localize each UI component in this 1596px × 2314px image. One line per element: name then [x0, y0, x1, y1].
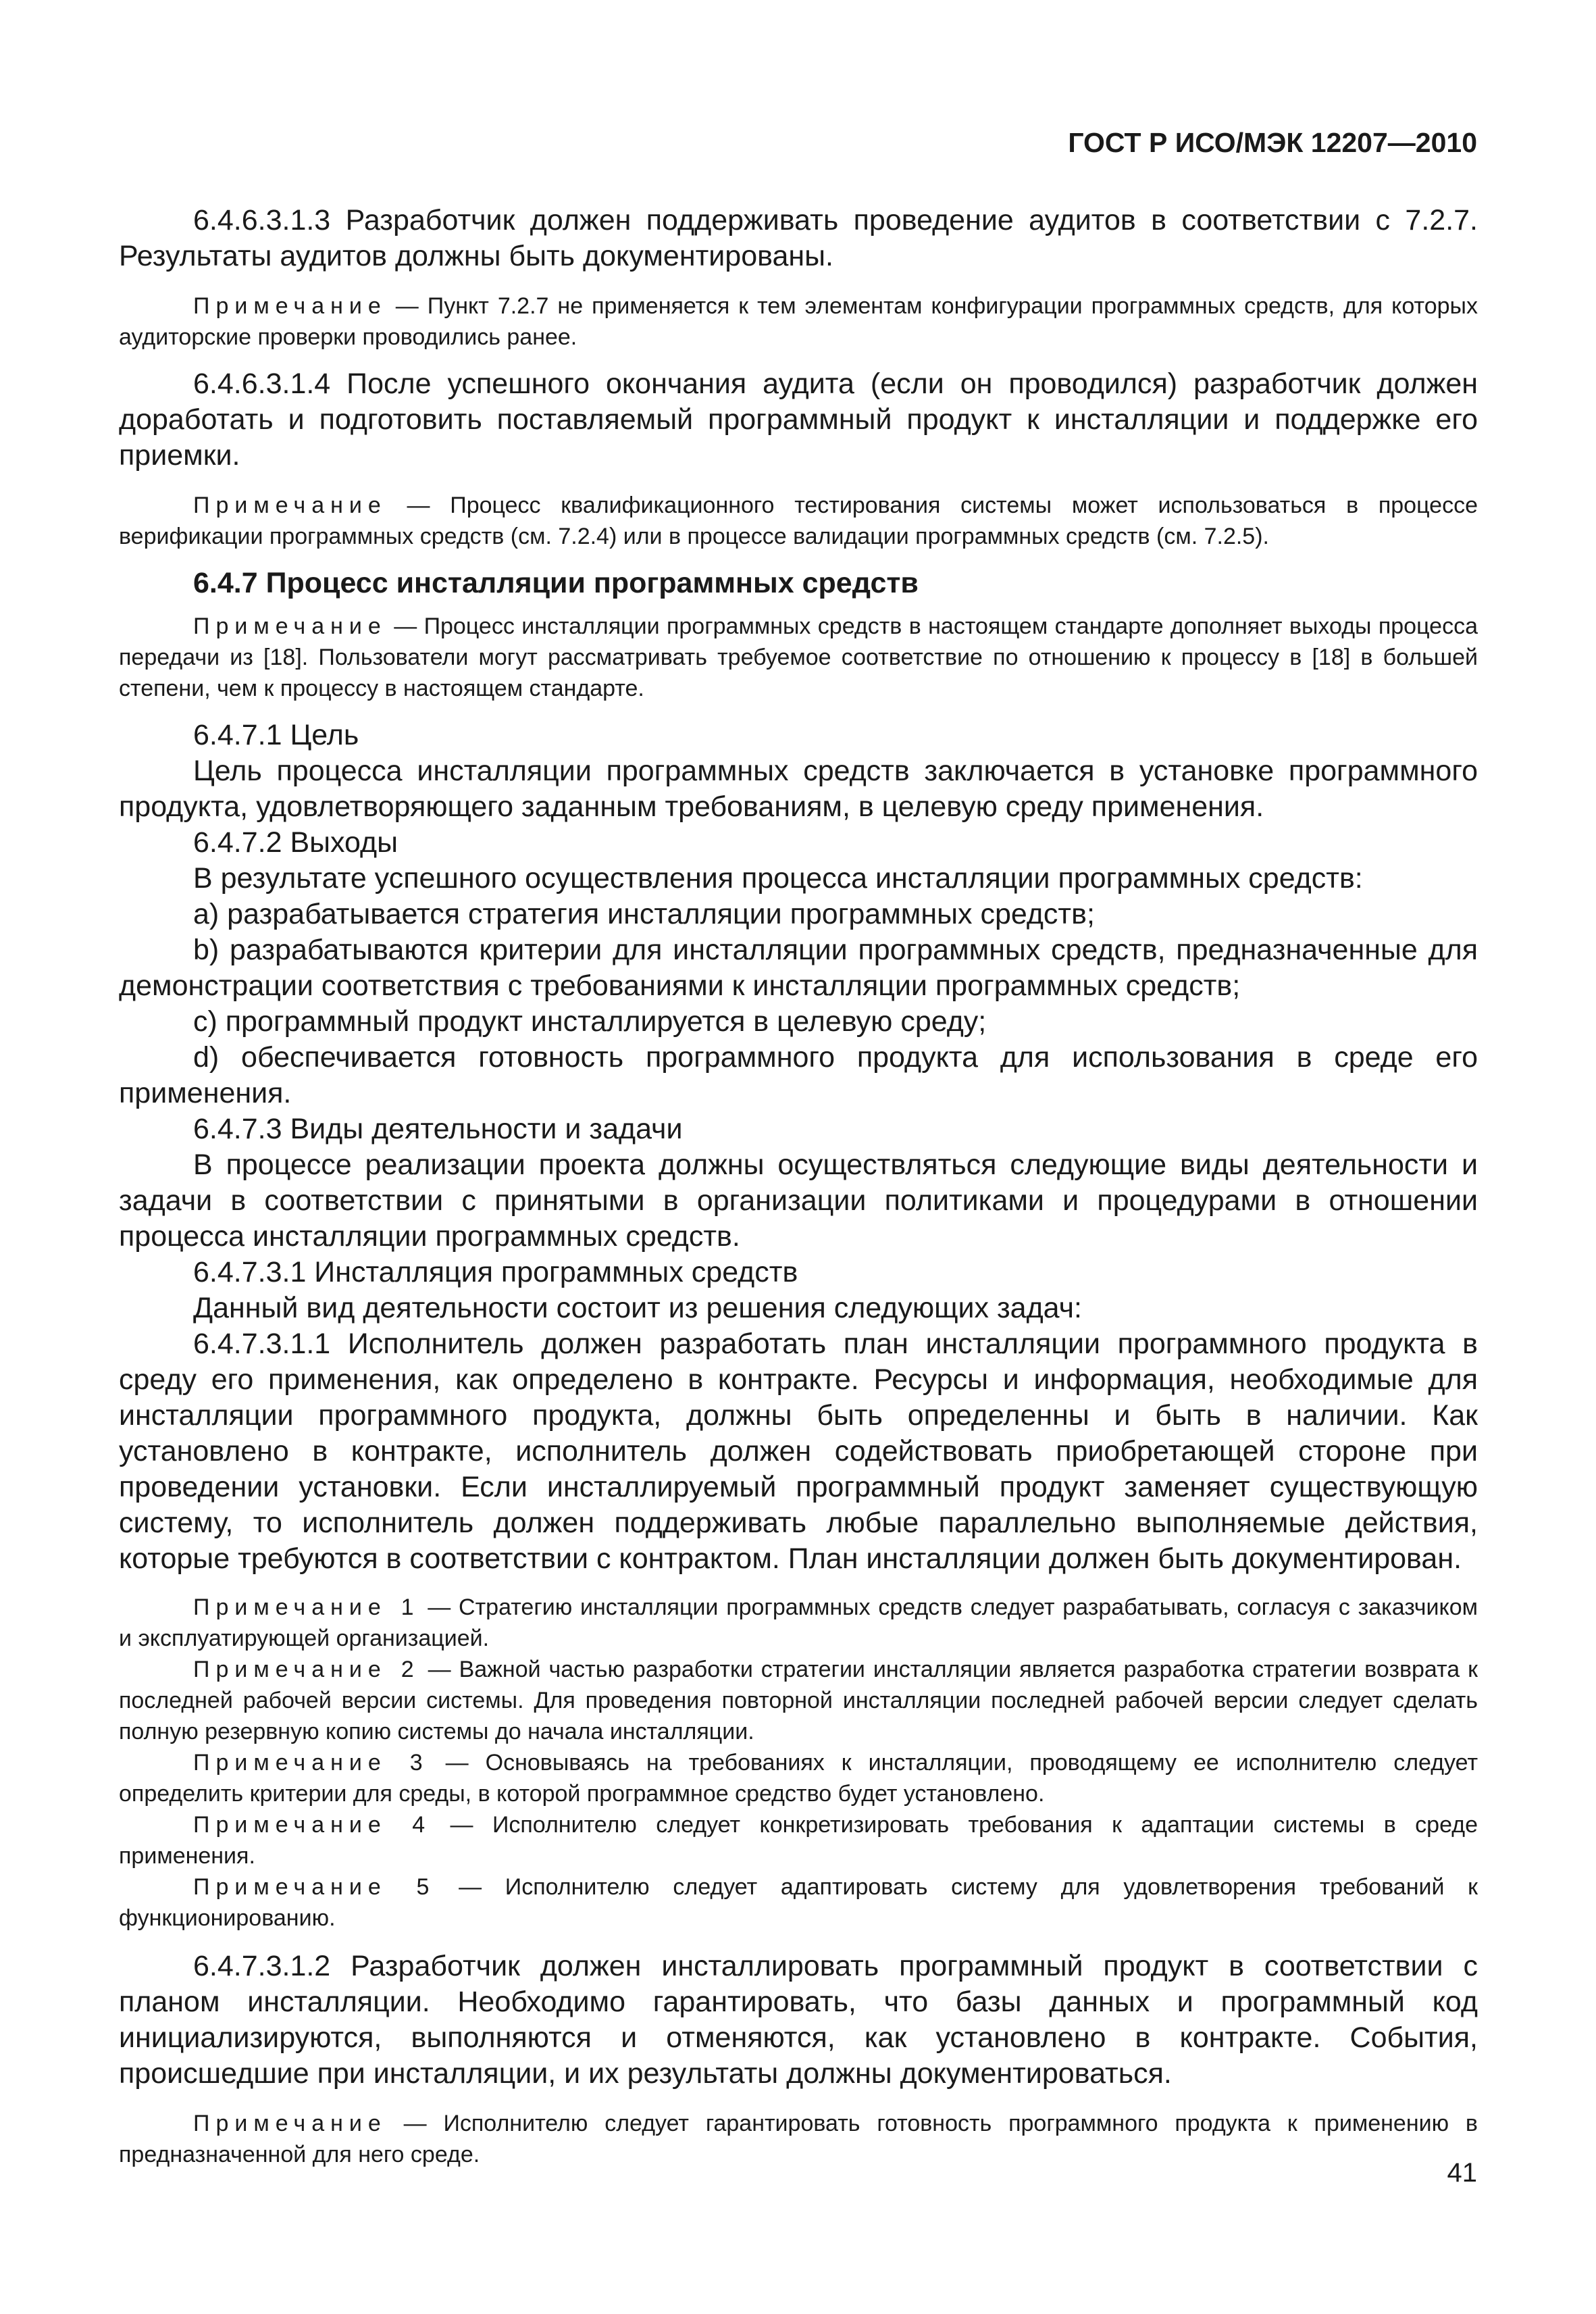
note-4 [119, 1809, 1478, 1871]
paragraph: Цель процесса инсталляции программных средств заключается в установке программного продукта, удовлетворяющего заданным требованиям, в целевую среду применения. [119, 755, 1478, 823]
paragraph: Данный вид деятельности состоит из решения следующих задач: [193, 1292, 1082, 1324]
note-label: Примечание [193, 493, 387, 518]
section-heading-6-4-7: 6.4.7 Процесс инсталляции программных средств [193, 567, 919, 599]
list-item-a: a) разрабатывается стратегия инсталляции программных средств; [193, 898, 1095, 930]
standard-header: ГОСТ Р ИСО/МЭК 12207—2010 [1068, 127, 1477, 158]
note-text: — Процесс квалификационного тестирования системы может использоваться в процессе верификации программных средств (см. 7.2.4) или в процессе валидации программных средств (см. 7.2.5). [119, 493, 1478, 549]
note-text: — Важной частью разработки стратегии инсталляции является разработка стратегии возврата к последней рабочей версии системы. Для проведения повторной инсталляции последней рабочей версии следует сделать полную резервную копию системы до начала инсталляции. [119, 1657, 1478, 1744]
note-5 [119, 1871, 1478, 1934]
paragraph: В результате успешного осуществления процесса инсталляции программных средств: [193, 862, 1363, 895]
subsection-title-6-4-7-3-1: 6.4.7.3.1 Инсталляция программных средств [193, 1256, 798, 1288]
note-label: Примечание [193, 293, 387, 319]
note-text: — Исполнителю следует адаптировать систему для удовлетворения требований к функционированию. [119, 1874, 1478, 1931]
note-text: — Основываясь на требованиях к инсталляции, проводящему ее исполнителю следует определить критерии для среды, в которой программное средство будет установлено. [119, 1750, 1478, 1807]
paragraph-6-4-6-3-1-3: 6.4.6.3.1.3 Разработчик должен поддерживать проведение аудитов в соответствии с 7.2.7. Результаты аудитов должны быть документированы. [119, 204, 1478, 272]
page-body [119, 203, 1478, 2170]
note-text: — Исполнителю следует конкретизировать требования к адаптации системы в среде применения. [119, 1812, 1478, 1869]
note-label: Примечание 3 [193, 1750, 429, 1776]
note [119, 2108, 1478, 2170]
subsection-title-6-4-7-1: 6.4.7.1 Цель [193, 719, 359, 751]
note [119, 291, 1478, 353]
page-number: 41 [1447, 2158, 1477, 2188]
note-3 [119, 1747, 1478, 1809]
note-label: Примечание [193, 613, 387, 639]
paragraph: В процессе реализации проекта должны осуществляться следующие виды деятельности и задачи в соответствии с принятыми в организации политиками и процедурами в отношении процесса инсталляции программных средств. [119, 1149, 1478, 1253]
list-item-b: b) разрабатываются критерии для инсталляции программных средств, предназначенные для демонстрации соответствия с требованиями к инсталляции программных средств; [119, 934, 1478, 1002]
note-label: Примечание 1 [193, 1594, 420, 1620]
note-text: — Стратегию инсталляции программных средств следует разрабатывать, согласуя с заказчиком и эксплуатирующей организацией. [119, 1594, 1478, 1651]
note [119, 611, 1478, 704]
list-item-d: d) обеспечивается готовность программного продукта для использования в среде его применения. [119, 1041, 1478, 1109]
note-label: Примечание 2 [193, 1657, 420, 1682]
note-label: Примечание [193, 2111, 387, 2136]
subsection-title-6-4-7-2: 6.4.7.2 Выходы [193, 826, 398, 859]
list-item-c: c) программный продукт инсталлируется в целевую среду; [193, 1005, 987, 1038]
subsection-title-6-4-7-3: 6.4.7.3 Виды деятельности и задачи [193, 1113, 683, 1145]
paragraph-6-4-7-3-1-1: 6.4.7.3.1.1 Исполнитель должен разработать план инсталляции программного продукта в среду его применения, как определено в контракте. Ресурсы и информация, необходимые для инсталляции программного продукта, должны быть определенны и быть в наличии. Как установлено в контракте, исполнитель должен содействовать приобретающей стороне при проведении установки. Если инсталлируемый программный продукт заменяет существующую систему, то исполнитель должен поддерживать любые параллельно выполняемые действия, которые требуются в соответствии с контрактом. План инсталляции должен быть документирован. [119, 1328, 1478, 1575]
notes-group [119, 1592, 1478, 1934]
note-2 [119, 1654, 1478, 1747]
paragraph-6-4-6-3-1-4: 6.4.6.3.1.4 После успешного окончания аудита (если он проводился) разработчик должен доработать и подготовить поставляемый программный продукт к инсталляции и поддержке его приемки. [119, 368, 1478, 472]
note-1 [119, 1592, 1478, 1654]
note-label: Примечание 5 [193, 1874, 436, 1900]
note-text: — Процесс инсталляции программных средств в настоящем стандарте дополняет выходы процесса передачи из [18]. Пользователи могут рассматривать требуемое соответствие по отношению к процессу в [18] в большей степени, чем к процессу в настоящем стандарте. [119, 613, 1478, 701]
note-text: — Пункт 7.2.7 не применяется к тем элементам конфигурации программных средств, для которых аудиторские проверки проводились ранее. [119, 293, 1478, 350]
note-label: Примечание 4 [193, 1812, 432, 1838]
note-text: — Исполнителю следует гарантировать готовность программного продукта к применению в предназначенной для него среде. [119, 2111, 1478, 2167]
paragraph-6-4-7-3-1-2: 6.4.7.3.1.2 Разработчик должен инсталлировать программный продукт в соответствии с планом инсталляции. Необходимо гарантировать, что базы данных и программный код инициализируются, выполняются и отменяются, как установлено в контракте. События, происшедшие при инсталляции, и их результаты должны документироваться. [119, 1950, 1478, 2090]
note [119, 490, 1478, 552]
